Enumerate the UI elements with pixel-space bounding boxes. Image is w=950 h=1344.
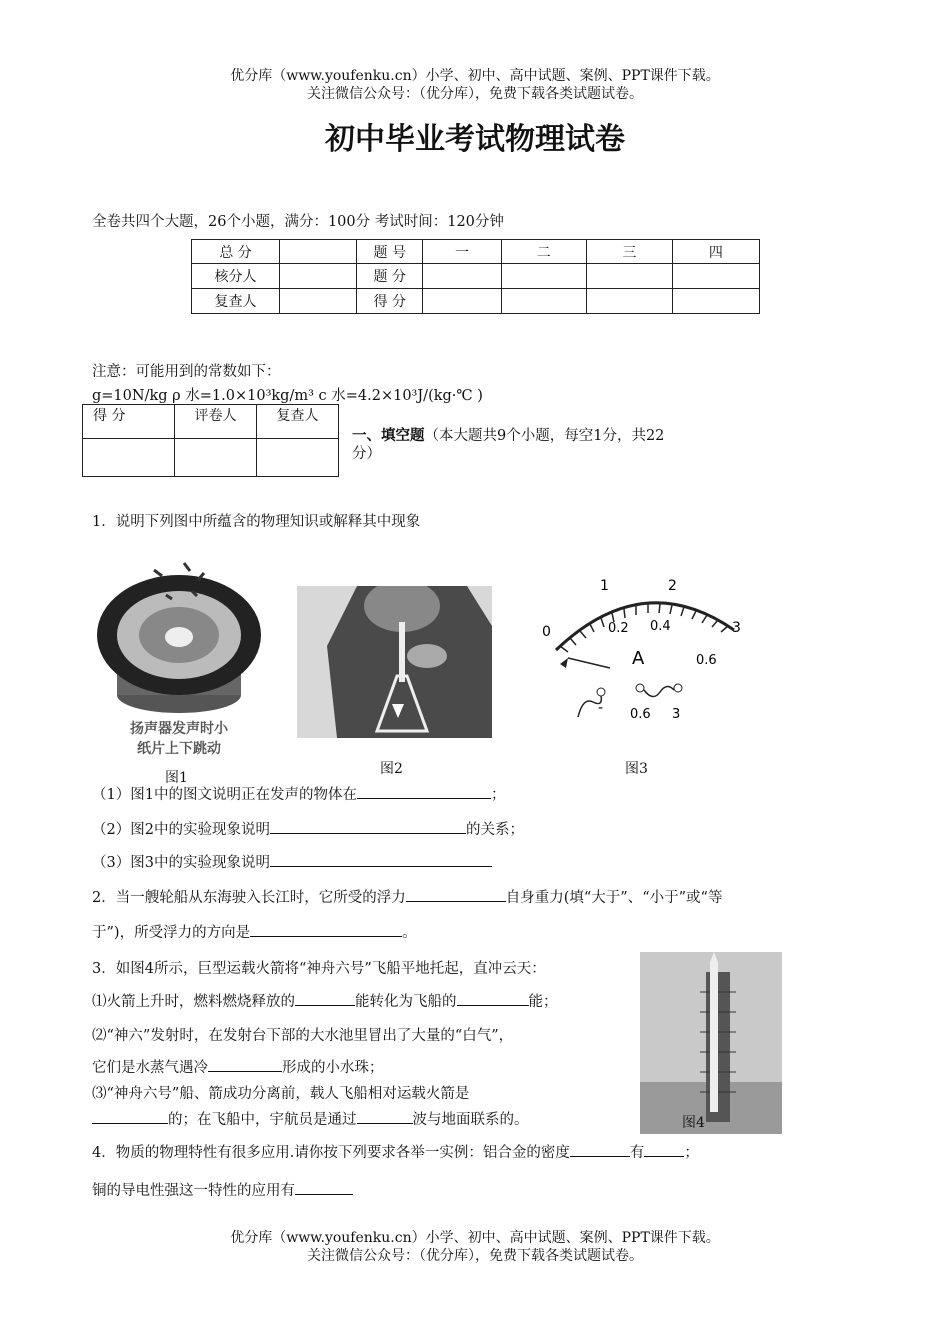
notice-label: 注意：可能用到的常数如下： <box>92 364 281 380</box>
terminal-3-label: 3 <box>672 707 681 722</box>
q2-text-c: 于”)，所受浮力的方向是 <box>92 925 251 941</box>
q4-text-a: 4．物质的物理特性有很多应用.请你按下列要求各举一实例：铝合金的密度 <box>92 1145 570 1161</box>
q3-part-3: ⑶“神舟六号”船、箭成功分离前，载人飞船相对运载火箭是 <box>92 1086 470 1102</box>
tube <box>399 622 405 682</box>
cell-q3: 三 <box>586 240 672 264</box>
q3-part-1-text: ⑴火箭上升时，燃料燃烧释放的 <box>92 994 295 1010</box>
terminal-06-label: 0.6 <box>630 707 651 722</box>
terminal-minus <box>597 688 605 696</box>
answer-blank[interactable] <box>270 819 466 834</box>
fig1-caption-line-2: 纸片上下跳动 <box>137 741 221 757</box>
score-table <box>191 239 760 314</box>
fig1-label: 图1 <box>165 770 188 786</box>
meter-needle <box>568 658 610 668</box>
q4-text-c: ； <box>684 1145 699 1161</box>
q1-part-2-end: 的关系； <box>465 822 524 838</box>
meter-inner-02: 0.2 <box>608 621 629 636</box>
cell-qno-label: 题 号 <box>357 240 423 264</box>
q4-text-b: 有 <box>629 1145 645 1161</box>
q3-part-3b <box>92 1108 529 1129</box>
terminal-06 <box>636 684 644 692</box>
header-line-1: 优分库（www.youfenku.cn）小学、初中、高中试题、案例、PPT课件下载。 <box>230 68 720 84</box>
fig3-label: 图3 <box>625 761 648 777</box>
cell-empty <box>501 264 586 289</box>
q3-part-3b-text: 的；在飞船中，宇航员是通过 <box>168 1112 357 1128</box>
q3-part-2b-text: 它们是水蒸气遇冷 <box>92 1060 208 1076</box>
footer-line-1: 优分库（www.youfenku.cn）小学、初中、高中试题、案例、PPT课件下载。 <box>230 1230 720 1246</box>
q3-part-3b-end: 波与地面联系的。 <box>412 1112 529 1128</box>
q3-part-1-end: 能； <box>528 994 558 1010</box>
q4-line-1 <box>92 1141 699 1162</box>
section-heading: 一、填空题 <box>352 428 425 444</box>
answer-blank[interactable] <box>570 1142 630 1157</box>
cell-empty <box>672 289 759 314</box>
cell-reviewer-label: 复查人 <box>192 289 280 314</box>
q1-part-3-text: （3）图3中的实验现象说明 <box>92 855 270 871</box>
terminal-3 <box>674 684 682 692</box>
cell-empty <box>175 439 257 477</box>
q1-part-3 <box>92 851 492 872</box>
q3-part-2b-end: 形成的小水珠； <box>282 1060 384 1076</box>
q2-text-d: 。 <box>402 925 417 941</box>
figure-4-rocket-photo <box>640 952 782 1134</box>
q2-line-2 <box>92 921 417 942</box>
q2-text-a: 2．当一艘轮船从东海驶入长江时，它所受的浮力 <box>92 890 406 906</box>
cell-empty <box>83 439 175 477</box>
cell-q4: 四 <box>672 240 759 264</box>
answer-blank[interactable] <box>208 1057 282 1072</box>
footer-line-2: 关注微信公众号：（优分库），免费下载各类试题试卷。 <box>307 1248 643 1264</box>
figure-3-ammeter <box>538 572 748 722</box>
q1-stem: 1．说明下列图中所蕴含的物理知识或解释其中现象 <box>92 514 421 530</box>
cell-empty <box>586 264 672 289</box>
constants-line: g=10N/kg ρ 水=1.0×10³kg/m³ c 水=4.2×10³J/(kg·℃ ) <box>92 388 483 404</box>
fig2-label: 图2 <box>380 761 403 777</box>
wire-right <box>644 686 674 696</box>
cell-total-label: 总 分 <box>192 240 280 264</box>
cell-checker-value <box>280 264 357 289</box>
meter-tick-2: 2 <box>668 578 677 594</box>
fig1-caption-line-1: 扬声器发声时小 <box>130 721 228 737</box>
meter-inner-06: 0.6 <box>696 653 717 668</box>
answer-blank[interactable] <box>357 784 491 799</box>
q4-line-2 <box>92 1179 353 1200</box>
q3-stem: 3．如图4所示，巨型运载火箭将“神舟六号”飞船平地托起，直冲云天： <box>92 961 546 977</box>
answer-blank[interactable] <box>644 1142 684 1157</box>
cell-checker-label: 核分人 <box>192 264 280 289</box>
figure-2-photo <box>297 586 492 738</box>
figure-1-speaker <box>94 555 264 765</box>
section-note-2: 分） <box>352 446 381 462</box>
q3-part-1-mid: 能转化为飞船的 <box>355 994 457 1010</box>
fig4-label: 图4 <box>682 1115 705 1131</box>
q1-part-2-text: （2）图2中的实验现象说明 <box>92 822 270 838</box>
needle-tip-icon <box>560 658 568 668</box>
q2-line-1 <box>92 886 722 907</box>
page-title: 初中毕业考试物理试卷 <box>325 122 625 157</box>
q3-part-2b <box>92 1056 384 1077</box>
q1-part-1 <box>92 783 505 804</box>
answer-blank[interactable] <box>92 1109 168 1124</box>
meter-unit: A <box>632 648 645 669</box>
meter-arc <box>556 603 734 650</box>
cell-empty <box>672 264 759 289</box>
grader-marker-label: 评卷人 <box>175 405 257 439</box>
grader-reviewer-label: 复查人 <box>257 405 339 439</box>
cell-empty <box>586 289 672 314</box>
answer-blank[interactable] <box>457 991 529 1006</box>
q1-part-1-text: （1）图1中的图文说明正在发声的物体在 <box>92 787 357 803</box>
meter-tick-0: 0 <box>542 624 551 640</box>
cell-empty <box>423 289 501 314</box>
cell-empty <box>423 264 501 289</box>
answer-blank[interactable] <box>250 922 402 937</box>
cell-total-value <box>280 240 357 264</box>
cell-qscore-label: 题 分 <box>357 264 423 289</box>
section-note: （本大题共9个小题，每空1分，共22 <box>424 428 665 444</box>
answer-blank[interactable] <box>406 887 506 902</box>
cell-q2: 二 <box>501 240 586 264</box>
meter-tick-3: 3 <box>732 620 741 636</box>
cell-q1: 一 <box>423 240 501 264</box>
q3-part-2: ⑵“神六”发射时，在发射台下部的大水池里冒出了大量的“白气”， <box>92 1028 514 1044</box>
grader-score-label: 得 分 <box>83 405 175 439</box>
cell-empty <box>501 289 586 314</box>
q3-part-1 <box>92 990 558 1011</box>
q1-part-2 <box>92 818 524 839</box>
header-line-2: 关注微信公众号：（优分库），免费下载各类试题试卷。 <box>307 86 643 102</box>
answer-blank[interactable] <box>270 852 492 867</box>
grader-table <box>82 404 339 477</box>
cell-got-label: 得 分 <box>357 289 423 314</box>
q4-text-d: 铜的导电性强这一特性的应用有 <box>92 1183 295 1199</box>
answer-blank[interactable] <box>357 1109 413 1124</box>
q2-text-b: 自身重力(填“大于”、“小于”或“等 <box>505 890 723 906</box>
answer-blank[interactable] <box>295 1180 353 1195</box>
q1-part-1-end: ； <box>490 787 506 803</box>
answer-blank[interactable] <box>295 991 355 1006</box>
meter-tick-1: 1 <box>600 578 609 594</box>
speaker-dust-cap <box>165 627 193 647</box>
cell-empty <box>257 439 339 477</box>
cell-reviewer-value <box>280 289 357 314</box>
rocket-body <box>710 962 718 1112</box>
meter-inner-04: 0.4 <box>650 619 671 634</box>
person-hand <box>407 644 447 668</box>
exam-info: 全卷共四个大题，26个小题，满分：100分 考试时间：120分钟 <box>92 214 504 230</box>
terminal-minus-label: - <box>598 700 604 716</box>
section-heading-line <box>352 424 664 445</box>
